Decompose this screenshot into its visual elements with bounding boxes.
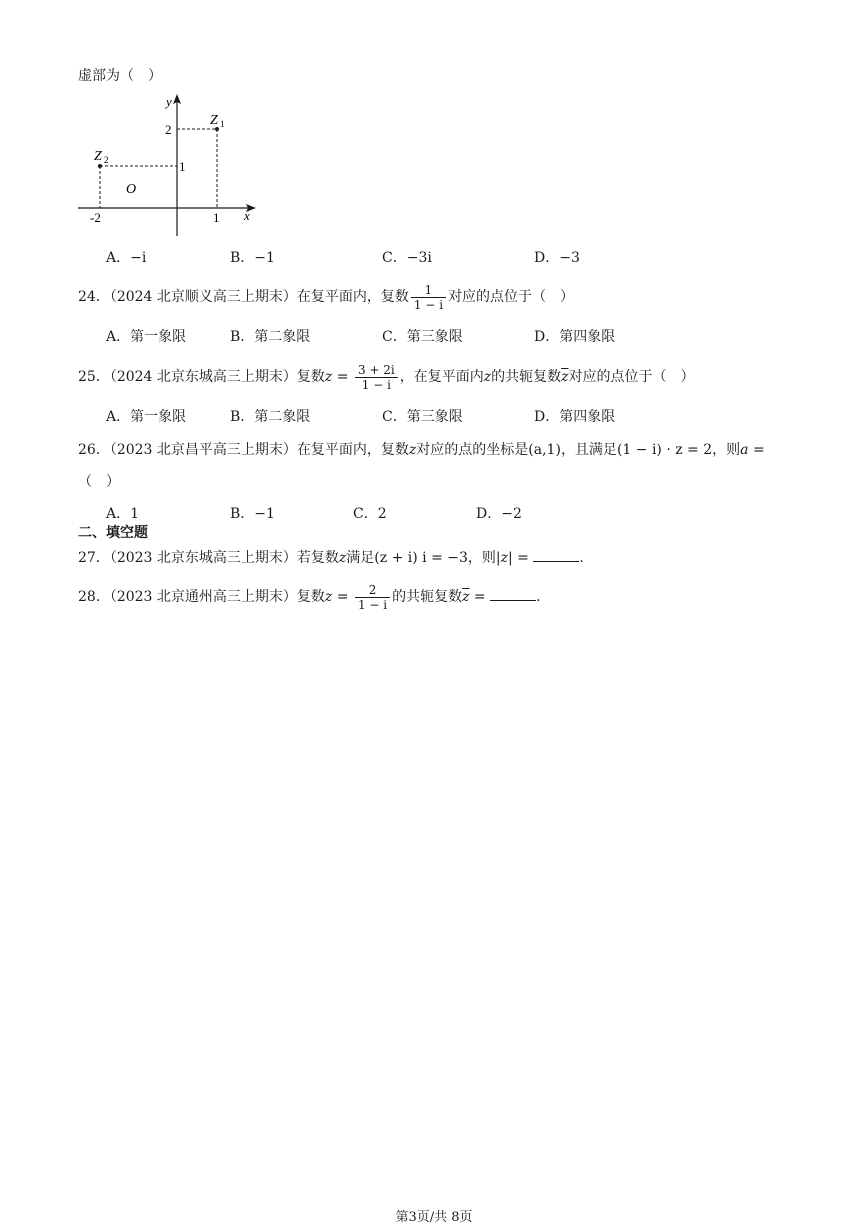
q23-option-a[interactable]: A．−i [106,250,147,266]
q25-prefix: 25．（2024 北京东城高三上期末）复数 [78,369,325,385]
q26-var-z: z [408,442,417,458]
complex-plane-graph [74,92,264,242]
q25-mid2: 的共轭复数 [491,369,562,385]
origin-label: O [126,182,137,197]
q25-var-z: z [324,369,333,385]
z2-subscript: 2 [104,155,109,165]
q24-option-c[interactable]: C．第三象限 [382,329,463,345]
q24-prefix: 24．（2024 北京顺义高三上期末）在复平面内，复数 [78,289,409,305]
tick-label-x-neg2: -2 [90,210,101,225]
q24-fraction-numerator: 1 [424,282,433,297]
question-28 [78,580,541,614]
q23-option-b[interactable]: B．−1 [230,250,275,266]
q27-prefix: 27．（2023 北京东城高三上期末）若复数 [78,550,339,566]
q24-fraction-denominator: 1 − i [411,297,446,312]
q26-option-b[interactable]: B．−1 [230,506,275,522]
q28-answer-blank[interactable] [490,586,536,601]
q24-option-d[interactable]: D．第四象限 [534,329,616,345]
q28-mid: 的共轭复数 [392,589,463,605]
q28-fraction [355,583,390,612]
q28-var-z: z [324,589,333,605]
q25-option-c[interactable]: C．第三象限 [382,409,463,425]
q26-option-c[interactable]: C．2 [353,506,387,522]
q27-answer-blank[interactable] [533,547,579,562]
q25-var-z-2: z [483,369,492,385]
q24-option-b[interactable]: B．第二象限 [230,329,311,345]
q28-equals-2: = [469,589,491,605]
q28-equals: = [332,589,353,605]
q24-suffix: 对应的点位于（ ） [448,289,575,305]
q26-coordinate: (a,1) [528,442,561,458]
question-26 [78,440,765,460]
q23-option-c[interactable]: C．−3i [382,250,432,266]
q27-equals: = [512,550,534,566]
z2-label: Z [94,149,102,164]
section-fill-in-title: 二、填空题 [78,525,148,541]
question-23-tail: 虚部为（ ） [78,68,162,84]
q28-prefix: 28．（2023 北京通州高三上期末）复数 [78,589,325,605]
q26-mid3: ，则 [712,442,741,458]
q25-fraction [355,363,398,392]
q24-option-a[interactable]: A．第一象限 [106,329,187,345]
question-24 [78,280,574,314]
q28-fraction-denominator: 1 − i [355,597,390,612]
q25-equals: = [332,369,353,385]
q26-mid: 对应的点的坐标是 [416,442,529,458]
q25-option-a[interactable]: A．第一象限 [106,409,187,425]
z1-label: Z [210,113,218,128]
q27-abs-z: |z| [495,550,513,566]
question-25 [78,360,695,394]
q26-condition: (1 − i) · z = 2 [616,442,713,458]
q25-mid: ，在复平面内 [399,369,484,385]
y-axis-label: y [166,94,172,109]
q26-tail-equals: = [748,442,765,458]
q25-fraction-denominator: 1 − i [355,377,398,392]
q26-option-a[interactable]: A．1 [106,506,140,522]
question-27 [78,547,584,568]
tick-label-x1: 1 [213,210,220,225]
q23-option-d[interactable]: D．−3 [534,250,580,266]
q27-var-z: z [338,550,347,566]
q25-conjugate-z: $\overline{z}$ [561,369,569,385]
page-footer: 第3页/共 8页 [395,1210,473,1225]
q26-paren: （ ） [78,474,120,490]
q25-option-b[interactable]: B．第二象限 [230,409,311,425]
q26-option-d[interactable]: D．−2 [476,506,522,522]
q26-mid2: ，且满足 [560,442,617,458]
q24-fraction [411,283,446,312]
q26-prefix: 26．（2023 北京昌平高三上期末）在复平面内，复数 [78,442,409,458]
tick-label-y1: 1 [179,159,186,174]
q25-fraction-numerator: 3 + 2i [357,362,395,377]
q27-mid2: ，则 [467,550,496,566]
q27-expression: (z + i) i = −3 [374,550,468,566]
q28-conjugate-z: $\overline{z}$ [462,589,470,605]
q28-end: . [536,589,541,605]
q25-suffix: 对应的点位于（ ） [568,369,695,385]
q28-fraction-numerator: 2 [368,582,377,597]
q27-end: . [579,550,584,566]
q25-option-d[interactable]: D．第四象限 [534,409,616,425]
q27-mid: 满足 [346,550,375,566]
z1-subscript: 1 [220,119,225,129]
q26-var-a: a [740,442,749,458]
tick-label-y2: 2 [165,122,172,137]
point-z2 [98,164,102,168]
x-axis-label: x [244,208,250,223]
